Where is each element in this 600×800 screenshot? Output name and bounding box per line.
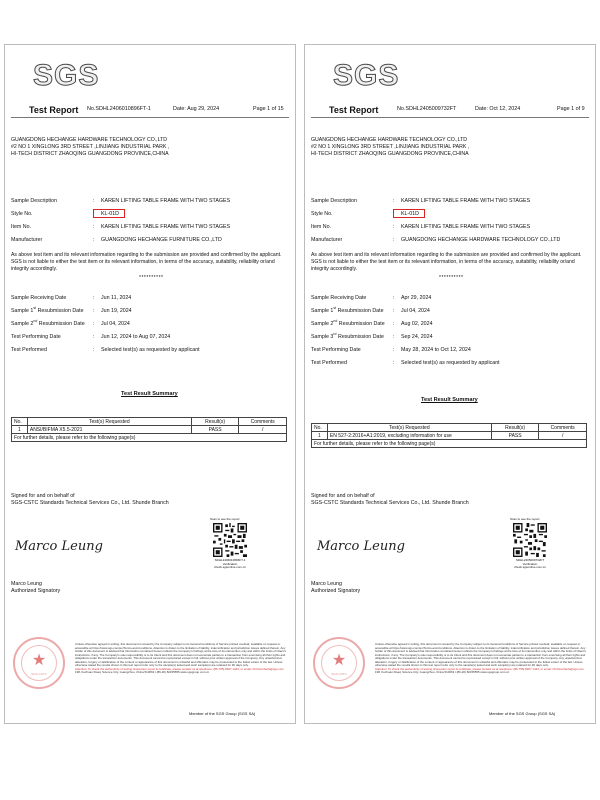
handwritten-signature: Marco Leung [317,539,405,554]
report-date: Date: Oct 12, 2024 [475,106,521,112]
report-title: Test Report [329,105,379,115]
style-no-highlight [93,209,125,218]
table-row: 1 ANSI/BIFMA X5.5-2021 PASS / [12,426,287,434]
signed-on-behalf: Signed for and on behalf of SGS-CSTC Standards Technical Services Co., Ltd. Shunde Branch [11,493,169,506]
client-line: GUANGDONG HECHANGE HARDWARE TECHNOLOGY CO.,LTD [11,137,168,143]
table-note-row: For further details, please refer to the following page(s) [312,440,587,448]
report-page-count: Page 1 of 15 [253,106,284,112]
report-date: Date: Aug 29, 2024 [173,106,220,112]
report-page-left: SGS Test Report No.SDHL2406010896FT-1 Date: Aug 29, 2024 Page 1 of 15 GUANGDONG HECHANGE HARDWARE TECHNOLOGY CO.,LTD #2 NO 1 XINGLONG 3RD STREET ,LINJIANG INDUSTRIAL PARK , HI-TECH DISTRICT ZHAOQING GUANGDONG PROVINCE,CHINA Sample Description : KAREN LIFTING TABLE FRAME WITH TWO STAGES Style No. : KL-01D Item No. : KAREN LIFTING TABLE FRAME WITH TWO STAGES Manufacturer : GUANGDONG HECHANGE FURNITURE CO.,LTD As above test item and its relevant information regarding to the submission are provided and confirmed by the applicant. SGS is not liable to either the test item or its relevant information, in terms of the accuracy, suitability, reliability or/and integrity accordingly. ********** Sample Receiving Date : Jun 11, 2024 Sample 1st Resubmission Date : Jun 19, 2024 Sample 2nd Resubmission Date : Jul 04, 2024 Test Performing Date : Jun 12, 2024 to Aug 07, 2024 Test Performed : Selected test(s) as requested by applicant Test Result Summary No. Test(s) Requested Result(s) Comments 1 ANSI/BIFMA X5.5-2021 PASS / For further details, please refer to the following page(s) Signed for and on behalf of SGS-CSTC Standards Technical Services Co., Ltd. Shunde Branch Scan to see the report SDHL2406010896FT-1 Verification check.sgsonline.com.cn Marco Leung Marco Leung Authorized Signatory ★ SGS-CSTC Unless otherwise agreed in writing, this document is issued by the Company subject to its General Conditions of Service printed overleaf, available on request or accessible at https://www.sgs.com/en/Terms-and-Conditions. Attention is drawn to the limitation of liability, indemnification and jurisdiction issues defined therein. Any holder of this document is advised that information contained hereon reflects the Company's findings at the time of its intervention only and within the limits of Client's instructions, if any. The Company's sole responsibility is to its Client and this document does not exonerate parties to a transaction from exercising all their rights and obligations under the transaction documents. This document cannot be reproduced except in full, without prior written approval of the Company. Any unauthorized alteration, forgery or falsification of the content or appearance of this document is unlawful and offenders may be prosecuted to the fullest extent of the law. Unless otherwise stated the results shown in this test report refer only to the sample(s) tested and such sample(s) are retained for 30 days only. Attention: To check the authenticity of testing /inspection report & certificate, please contact us at telephone: (86-755) 8307 1443, or email: CN.Doccheck@sgs.com 198, Kezhuan Road, Science City, Guangzhou, China 510663 t (86-20) 82155555 www.sgsgroup.com.cn Member of the SGS Group (SGS SA) [4,44,296,724]
client-line: HI-TECH DISTRICT ZHAOQING GUANGDONG PROVINCE,CHINA [11,151,169,157]
disclaimer-text: As above test item and its relevant information regarding to the submission are provided and confirmed by the applicant. SGS is not liable to either the test item or its relevant information, in terms of the accuracy, suitability, reliability or/and integrity accordingly. [11,252,282,272]
report-page-count: Page 1 of 9 [557,106,585,112]
sgs-logo: SGS [33,59,100,92]
signatory-block: Marco Leung Authorized Signatory [11,581,61,594]
official-seal-icon: ★ SGS-CSTC [13,637,65,689]
result-table [311,423,587,448]
member-line: Member of the SGS Group (SGS SA) [189,711,256,716]
style-no-highlight [393,209,425,218]
report-number: No.SDHL2406010896FT-1 [87,106,151,112]
table-header-row: No. Test(s) Requested Result(s) Comments [12,418,287,426]
sgs-logo: SGS [333,59,400,92]
separator: ********** [139,275,164,281]
handwritten-signature: Marco Leung [15,539,103,554]
member-line: Member of the SGS Group (SGS SA) [489,711,556,716]
official-seal-icon: ★ SGS-CSTC [313,637,365,689]
table-header-row: No. Test(s) Requested Result(s) Comments [312,424,587,432]
table-note-row: For further details, please refer to the following page(s) [12,434,287,442]
result-table [11,417,287,442]
client-address [11,137,169,158]
report-page-right: SGS Test Report No.SDHL2405009732FT Date: Oct 12, 2024 Page 1 of 9 GUANGDONG HECHANGE HARDWARE TECHNOLOGY CO.,LTD #2 NO 1 XINGLONG 3RD STREET ,LINJIANG INDUSTRIAL PARK , HI-TECH DISTRICT ZHAOQING GUANGDONG PROVINCE,CHINA Sample Description : KAREN LIFTING TABLE FRAME WITH TWO STAGES Style No. : KL-01D Item No. : KAREN LIFTING TABLE FRAME WITH TWO STAGES Manufacturer : GUANGDONG HECHANGE HARDWARE TECHNOLOGY CO.,LTD As above test item and its relevant information regarding to the submission are provided and confirmed by the applicant. SGS is not liable to either the test item or its relevant information, in terms of the accuracy, suitability, reliability or/and integrity accordingly. ********** Sample Receiving Date : Apr 29, 2024 Sample 1st Resubmission Date : Jul 04, 2024 Sample 2nd Resubmission Date : Aug 02, 2024 Sample 3rd Resubmission Date : Sep 24, 2024 Test Performing Date : May 28, 2024 to Oct 12, 2024 Test Performed : Selected test(s) as requested by applicant Test Result Summary No. Test(s) Requested Result(s) Comments 1 EN 527-2:2016+A1:2019, excluding information for use PASS / For further details, please refer to the following page(s) Signed for and on behalf of SGS-CSTC Standards Technical Services Co., Ltd. Shunde Branch Scan to see the report SDHL2405009732FT Verification check.sgsonline.com.cn Marco Leung Marco Leung Authorized Signatory ★ SGS-CSTC Unless otherwise agreed in writing, this document is issued by the Company subject to its General Conditions of Service printed overleaf, available on request or accessible at https://www.sgs.com/en/Terms-and-Conditions. Attention is drawn to the limitation of liability, indemnification and jurisdiction issues defined therein. Any holder of this document is advised that information contained hereon reflects the Company's findings at the time of its intervention only and within the limits of Client's instructions, if any. The Company's sole responsibility is to its Client and this document does not exonerate parties to a transaction from exercising all their rights and obligations under the transaction documents. This document cannot be reproduced except in full, without prior written approval of the Company. Any unauthorized alteration, forgery or falsification of the content or appearance of this document is unlawful and offenders may be prosecuted to the fullest extent of the law. Unless otherwise stated the results shown in this test report refer only to the sample(s) tested and such sample(s) are retained for 30 days only. Attention: To check the authenticity of testing /inspection report & certificate, please contact us at telephone: (86-755) 8307 1443, or email: CN.Doccheck@sgs.com 198, Kezhuan Road, Science City, Guangzhou, China 510663 t (86-20) 82155555 www.sgsgroup.com.cn Member of the SGS Group (SGS SA) [304,44,596,724]
summary-title: Test Result Summary [121,391,178,397]
header-divider [311,117,589,118]
qr-scan-label: Scan to see the report [510,517,540,521]
client-line: #2 NO 1 XINGLONG 3RD STREET ,LINJIANG INDUSTRIAL PARK , [11,144,170,150]
qr-caption: SDHL2405009732FT Verification check.sgsonline.com.cn [514,558,546,570]
qr-code-icon [213,523,247,557]
report-number: No.SDHL2405009732FT [397,106,457,112]
header-divider [11,117,289,118]
table-row: 1 EN 527-2:2016+A1:2019, excluding information for use PASS / [312,432,587,440]
client-line: GUANGDONG HECHANGE HARDWARE TECHNOLOGY CO.,LTD [311,137,468,143]
footer-terms: Unless otherwise agreed in writing, this document is issued by the Company subject to its General Conditions of Service printed overleaf, available on request or accessible at https://www.sgs.com/en/Terms-and-Conditions. Attention is drawn to the limitation of liability, indemnification and jurisdiction issues defined therein. Any holder of this document is advised that information contained hereon reflects the Company's findings at the time of its intervention only and within the limits of Client's instructions, if any. The Company's sole responsibility is to its Client and this document does not exonerate parties to a transaction from exercising all their rights and obligations under the transaction documents. This document cannot be reproduced except in full, without prior written approval of the Company. Any unauthorized alteration, forgery or falsification of the content or appearance of this document is unlawful and offenders may be prosecuted to the fullest extent of the law. Unless otherwise stated the results shown in this test report refer only to the sample(s) tested and such sample(s) are retained for 30 days only. Attention: To check the authenticity of testing /inspection report & certificate, please contact us at telephone: (86-755) 8307 1443, or email: CN.Doccheck@sgs.com 198, Kezhuan Road, Science City, Guangzhou, China 510663 t (86-20) 82155555 www.sgsgroup.com.cn [375,642,586,675]
qr-caption: SDHL2406010896FT-1 Verification check.sgsonline.com.cn [214,558,246,570]
signed-on-behalf: Signed for and on behalf of SGS-CSTC Standards Technical Services Co., Ltd. Shunde Branch [311,493,469,506]
client-line: HI-TECH DISTRICT ZHAOQING GUANGDONG PROVINCE,CHINA [311,151,469,157]
signatory-block: Marco Leung Authorized Signatory [311,581,361,594]
qr-scan-label: Scan to see the report [210,517,240,521]
report-title: Test Report [29,105,79,115]
client-line: #2 NO 1 XINGLONG 3RD STREET ,LINJIANG INDUSTRIAL PARK , [311,144,470,150]
separator: ********** [439,275,464,281]
qr-code-icon [513,523,547,557]
footer-terms: Unless otherwise agreed in writing, this document is issued by the Company subject to its General Conditions of Service printed overleaf, available on request or accessible at https://www.sgs.com/en/Terms-and-Conditions. Attention is drawn to the limitation of liability, indemnification and jurisdiction issues defined therein. Any holder of this document is advised that information contained hereon reflects the Company's findings at the time of its intervention only and within the limits of Client's instructions, if any. The Company's sole responsibility is to its Client and this document does not exonerate parties to a transaction from exercising all their rights and obligations under the transaction documents. This document cannot be reproduced except in full, without prior written approval of the Company. Any unauthorized alteration, forgery or falsification of the content or appearance of this document is unlawful and offenders may be prosecuted to the fullest extent of the law. Unless otherwise stated the results shown in this test report refer only to the sample(s) tested and such sample(s) are retained for 30 days only. Attention: To check the authenticity of testing /inspection report & certificate, please contact us at telephone: (86-755) 8307 1443, or email: CN.Doccheck@sgs.com 198, Kezhuan Road, Science City, Guangzhou, China 510663 t (86-20) 82155555 www.sgsgroup.com.cn [75,642,286,675]
client-address [311,137,469,158]
summary-title: Test Result Summary [421,397,478,403]
disclaimer-text: As above test item and its relevant information regarding to the submission are provided and confirmed by the applicant. SGS is not liable to either the test item or its relevant information, in terms of the accuracy, suitability, reliability or/and integrity accordingly. [311,252,582,272]
